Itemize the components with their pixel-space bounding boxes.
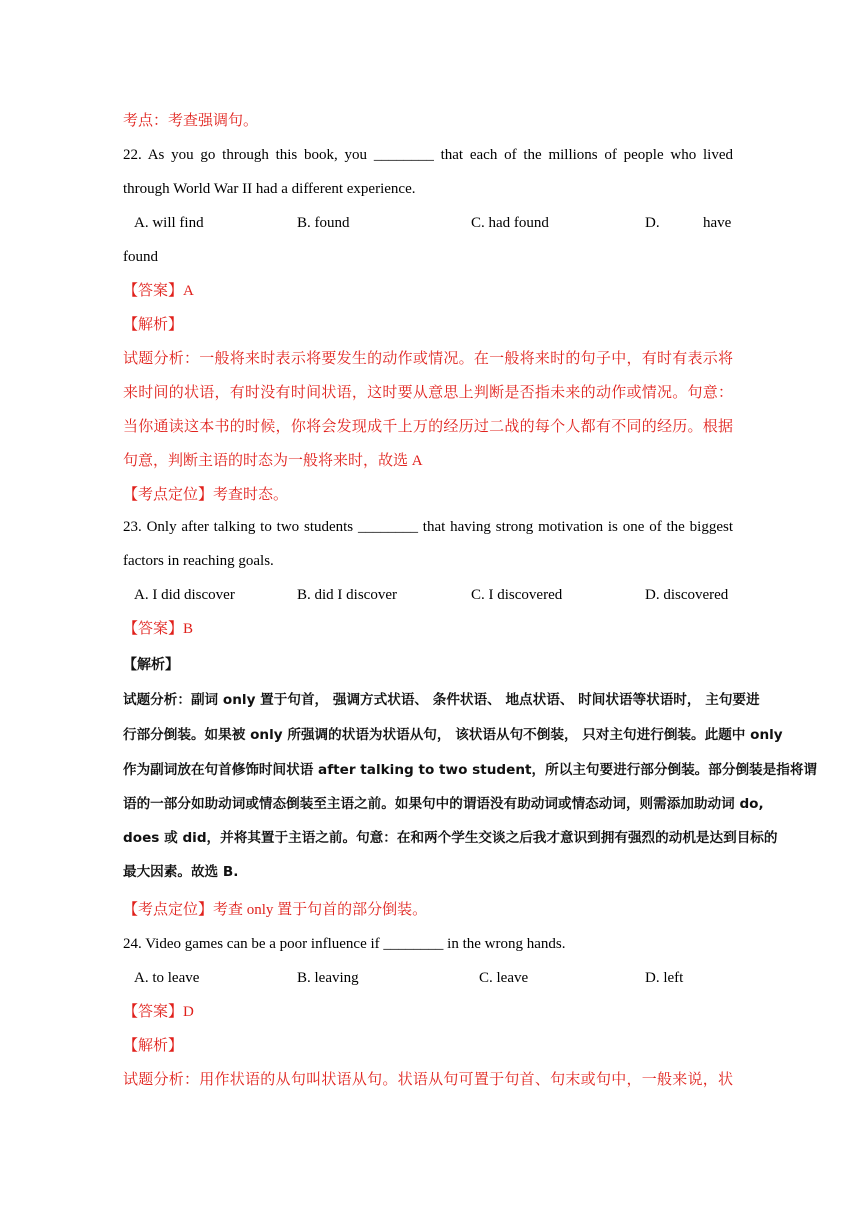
q23-option-b: B. did I discover	[297, 587, 397, 603]
q23-analysis-line3: 作为副词放在句首修饰时间状语 after talking to two student，所以主句要进行部分倒装。部分倒装是指将谓	[123, 762, 818, 778]
q23-analysis-line6: 最大因素。故选 B.	[123, 864, 239, 880]
q23-jiexi-heading: 【解析】	[123, 657, 179, 673]
q23-answer: 【答案】B	[123, 621, 194, 637]
q22-kaodian-dingwei: 【考点定位】考查时态。	[123, 487, 289, 503]
q22-option-c: C. had found	[471, 215, 549, 231]
q23-option-a: A. I did discover	[134, 587, 235, 603]
q22-option-d-continued: found	[123, 249, 158, 265]
q24-answer: 【答案】D	[123, 1004, 194, 1020]
q22-option-d-word: have	[703, 215, 732, 231]
q22-stem-line2: through World War II had a different experience.	[123, 181, 416, 197]
q23-kaodian-dingwei: 【考点定位】考查 only 置于句首的部分倒装。	[123, 902, 428, 918]
q24-option-d: D. left	[645, 970, 684, 986]
q22-analysis-line3: 当你通读这本书的时候，你将会发现成千上万的经历过二战的每个人都有不同的经历。根据	[123, 419, 733, 435]
q23-option-c: C. I discovered	[471, 587, 563, 603]
q22-analysis-line4: 句意，判断主语的时态为一般将来时，故选 A	[123, 453, 423, 469]
q23-stem-line1: 23. Only after talking to two students ________ that having strong motivation is one of the biggest	[123, 519, 733, 535]
q24-stem-line1: 24. Video games can be a poor influence if ________ in the wrong hands.	[123, 936, 566, 952]
q22-option-d-letter: D.	[645, 215, 660, 231]
q24-option-b: B. leaving	[297, 970, 359, 986]
q23-analysis-line2: 行部分倒装。如果被 only 所强调的状语为状语从句， 该状语从句不倒装， 只对主句进行倒装。此题中 only	[123, 727, 783, 743]
q23-option-d: D. discovered	[645, 587, 729, 603]
q23-analysis-line5: does 或 did，并将其置于主语之前。句意：在和两个学生交谈之后我才意识到拥有强烈的动机是达到目标的	[123, 830, 778, 846]
q22-answer: 【答案】A	[123, 283, 194, 299]
q24-option-c: C. leave	[479, 970, 529, 986]
q22-analysis-line1: 试题分析：一般将来时表示将要发生的动作或情况。在一般将来时的句子中，有时有表示将	[123, 351, 733, 367]
q24-jiexi-heading: 【解析】	[123, 1038, 184, 1054]
q24-option-a: A. to leave	[134, 970, 200, 986]
q22-option-a: A. will find	[134, 215, 204, 231]
q22-jiexi-heading: 【解析】	[123, 317, 184, 333]
q22-stem-line1: 22. As you go through this book, you ________ that each of the millions of people who lived	[123, 147, 733, 163]
q23-analysis-line1: 试题分析：副词 only 置于句首， 强调方式状语、 条件状语、 地点状语、 时间状语等状语时， 主句要进	[123, 692, 760, 708]
kaodian-line: 考点：考查强调句。	[123, 113, 259, 129]
q22-analysis-line2: 来时间的状语，有时没有时间状语，这时要从意思上判断是否指未来的动作或情况。句意：	[123, 385, 733, 401]
q24-analysis-line1: 试题分析：用作状语的从句叫状语从句。状语从句可置于句首、句末或句中，一般来说，状	[123, 1072, 733, 1088]
q23-stem-line2: factors in reaching goals.	[123, 553, 274, 569]
q23-analysis-line4: 语的一部分如助动词或情态倒装至主语之前。如果句中的谓语没有助动词或情态动词，则需添加助动词 do,	[123, 796, 764, 812]
q22-option-b: B. found	[297, 215, 350, 231]
